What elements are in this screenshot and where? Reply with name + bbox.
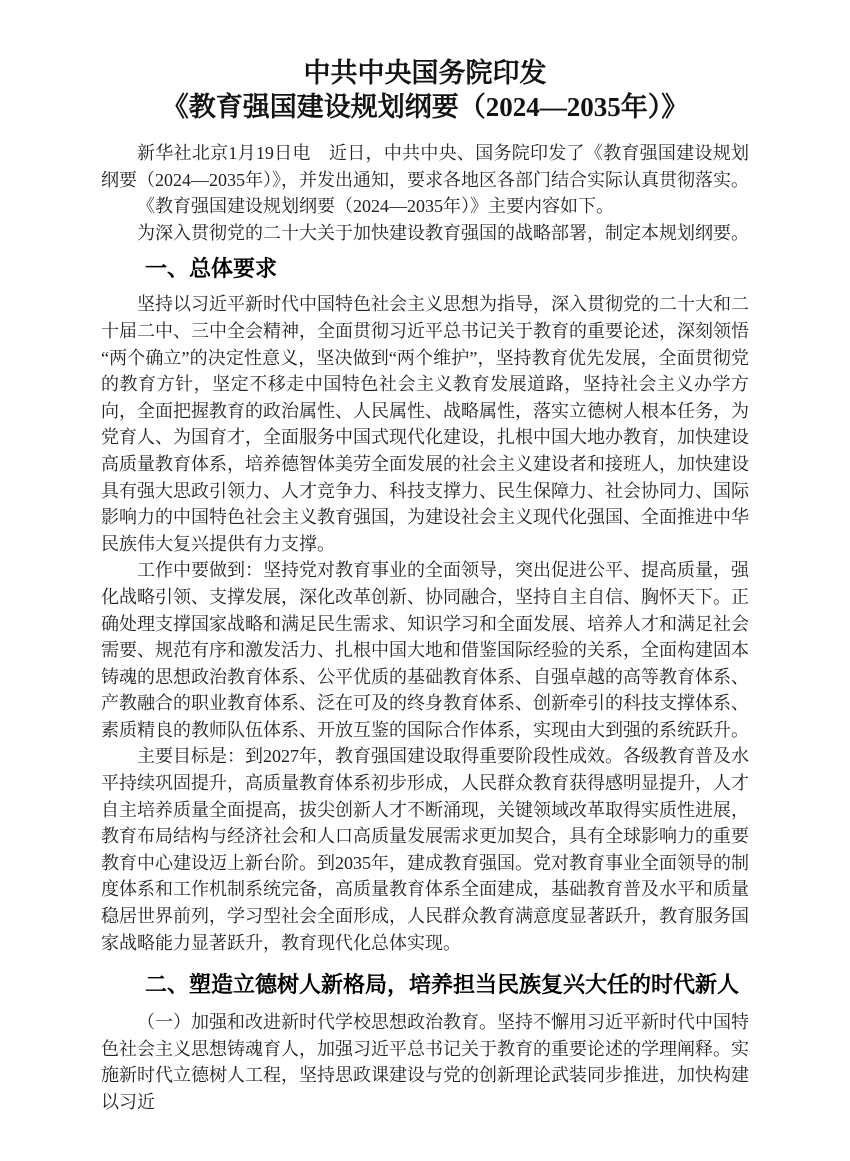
- document-title-line2: 《教育强国建设规划纲要（2024—2035年）》: [161, 92, 689, 122]
- paragraph-guiding-ideology: 坚持以习近平新时代中国特色社会主义思想为指导，深入贯彻党的二十大和二十届二中、三中全会精神，全面贯彻习近平总书记关于教育的重要论述，深刻领悟“两个确立”的决定性意义，坚决做到“两个维护”，坚持教育优先发展，全面贯彻党的教育方针，坚定不移走中国特色社会主义教育发展道路，坚持社会主义办学方向，全面把握教育的政治属性、人民属性、战略属性，落实立德树人根本任务，为党育人、为国育才，全面服务中国式现代化建设，扎根中国大地办教育，加快建设高质量教育体系，培养德智体美劳全面发展的社会主义建设者和接班人，加快建设具有强大思政引领力、人才竞争力、科技支撑力、民生保障力、社会协同力、国际影响力的中国特色社会主义教育强国，为建设社会主义现代化强国、全面推进中华民族伟大复兴提供有力支撑。: [101, 294, 749, 554]
- dateline: 新华社北京1月19日电: [137, 143, 311, 163]
- paragraph-ideological-education: （一）加强和改进新时代学校思想政治教育。坚持不懈用习近平新时代中国特色社会主义思想铸魂育人，加强习近平总书记关于教育的重要论述的学理阐释。实施新时代立德树人工程，坚持思政课建设与党的创新理论武装同步推进，加快构建以习近: [101, 1012, 749, 1112]
- paragraph-work-requirements: 工作中要做到：坚持党对教育事业的全面领导，突出促进公平、提高质量，强化战略引领、支撑发展，深化改革创新、协同融合，坚持自主自信、胸怀天下。正确处理支撑国家战略和满足民生需求、知识学习和全面发展、培养人才和满足社会需要、规范有序和激发活力、扎根中国大地和借鉴国际经验的关系，全面构建固本铸魂的思想政治教育体系、公平优质的基础教育体系、自强卓越的高等教育体系、产教融合的职业教育体系、泛在可及的终身教育体系、创新牵引的科技支撑体系、素质精良的教师队伍体系、开放互鉴的国际合作体系，实现由大到强的系统跃升。: [101, 560, 749, 740]
- paragraph-purpose: 为深入贯彻党的二十大关于加快建设教育强国的战略部署，制定本规划纲要。: [137, 222, 749, 243]
- paragraph-main-goals: 主要目标是：到2027年，教育强国建设取得重要阶段性成效。各级教育普及水平持续巩固提升，高质量教育体系初步形成，人民群众教育获得感明显提升，人才自主培养质量全面提高，拔尖创新人才不断涌现，关键领域改革取得实质性进展，教育布局结构与经济社会和人口高质量发展需求更加契合，具有全球影响力的重要教育中心建设迈上新台阶。到2035年，建成教育强国。党对教育事业全面领导的制度体系和工作机制系统完备，高质量教育体系全面建成，基础教育普及水平和质量稳居世界前列，学习型社会全面形成，人民群众教育满意度显著跃升，教育服务国家战略能力显著跃升，教育现代化总体实现。: [101, 746, 749, 953]
- paragraph-main-content-note: 《教育强国建设规划纲要（2024—2035年）》主要内容如下。: [137, 196, 614, 217]
- paragraph-intro: [101, 140, 749, 193]
- paragraph-intro-text: 近日，中共中央、国务院印发了《教育强国建设规划纲要（2024—2035年）》，并发出通知，要求各地区各部门结合实际认真贯彻落实。: [101, 143, 750, 190]
- section-heading-1: 一、总体要求: [145, 256, 278, 282]
- section-heading-2: 二、塑造立德树人新格局，培养担当民族复兴大任的时代新人: [145, 972, 740, 998]
- document-title-line1: 中共中央国务院印发: [303, 58, 547, 88]
